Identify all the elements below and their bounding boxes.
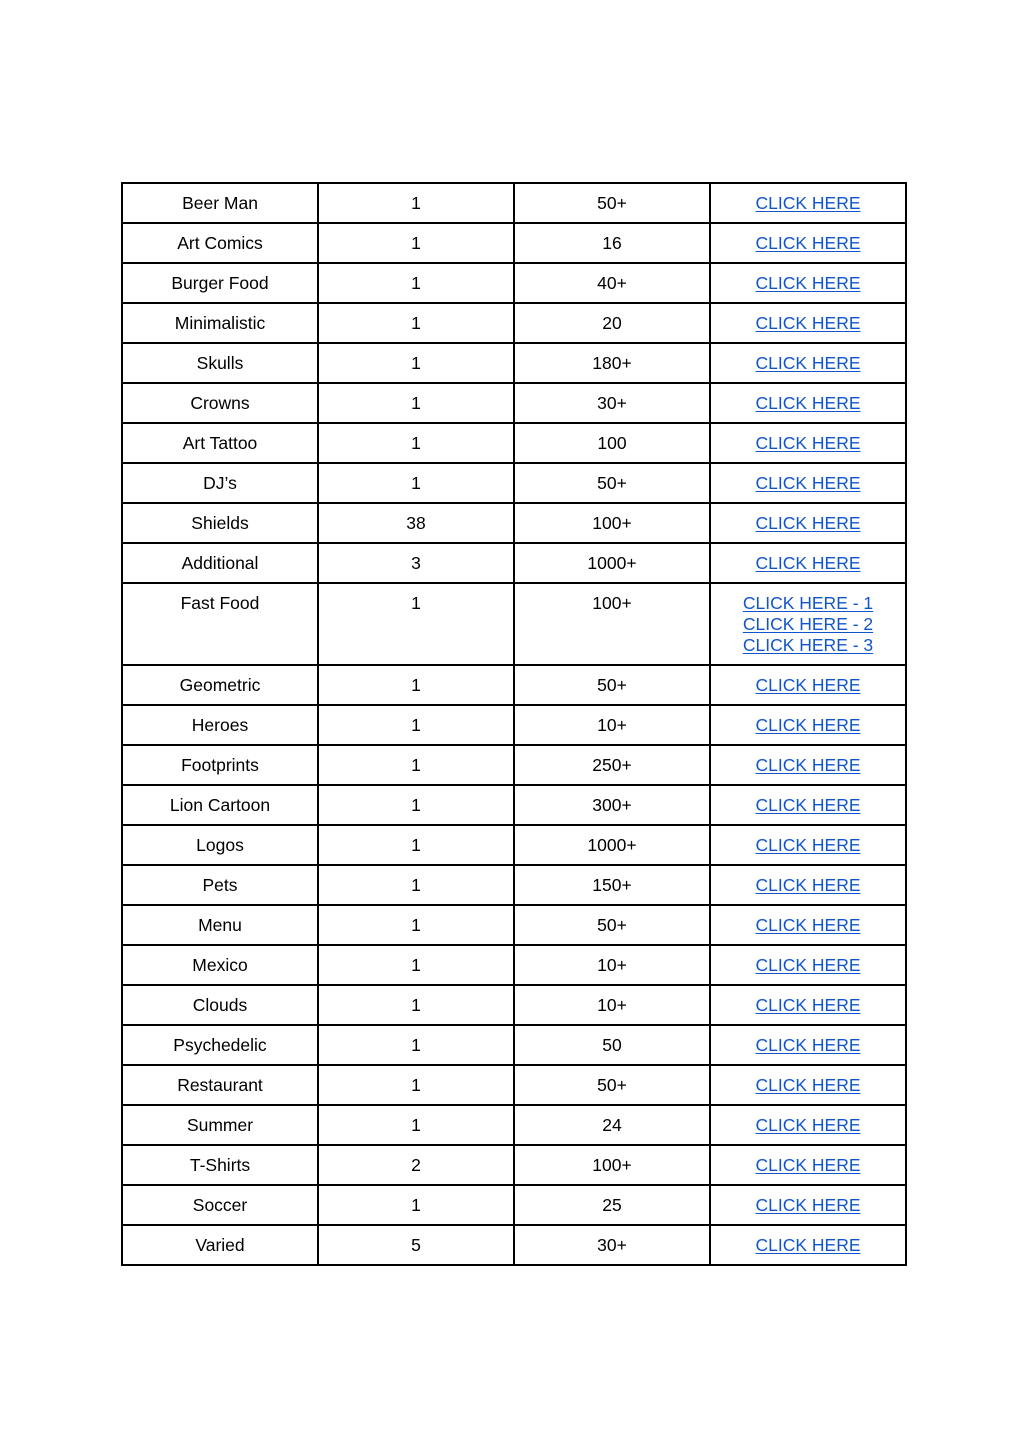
- table-row: [122, 543, 906, 583]
- table-row: [122, 183, 906, 223]
- count-cell: 1: [318, 785, 514, 825]
- table-row: [122, 1105, 906, 1145]
- items-cell: 1000+: [514, 825, 710, 865]
- count-cell: 1: [318, 705, 514, 745]
- items-cell: 100+: [514, 1145, 710, 1185]
- category-name-cell: Crowns: [122, 383, 318, 423]
- link-cell: [710, 1065, 906, 1105]
- count-cell: 1: [318, 1065, 514, 1105]
- link-stack: [711, 393, 905, 414]
- category-name-cell: Logos: [122, 825, 318, 865]
- link-stack: [711, 675, 905, 696]
- link-stack: [711, 553, 905, 574]
- table-row: [122, 745, 906, 785]
- count-cell: 1: [318, 985, 514, 1025]
- click-here-link[interactable]: CLICK HERE: [755, 1235, 861, 1255]
- items-cell: 10+: [514, 945, 710, 985]
- category-name-cell: Soccer: [122, 1185, 318, 1225]
- table-row: [122, 423, 906, 463]
- click-here-link[interactable]: CLICK HERE: [755, 433, 861, 453]
- link-stack: [711, 1155, 905, 1176]
- table-row: [122, 263, 906, 303]
- items-cell: 50+: [514, 1065, 710, 1105]
- link-stack: [711, 915, 905, 936]
- count-cell: 3: [318, 543, 514, 583]
- category-name-cell: Geometric: [122, 665, 318, 705]
- click-here-link[interactable]: CLICK HERE: [755, 755, 861, 775]
- category-name-cell: Psychedelic: [122, 1025, 318, 1065]
- link-stack: [711, 795, 905, 816]
- items-cell: 10+: [514, 705, 710, 745]
- items-cell: 30+: [514, 1225, 710, 1265]
- count-cell: 1: [318, 905, 514, 945]
- count-cell: 1: [318, 745, 514, 785]
- table-row: [122, 665, 906, 705]
- table-row: [122, 785, 906, 825]
- table-row: [122, 583, 906, 665]
- items-cell: 20: [514, 303, 710, 343]
- catalog-table-body: [122, 183, 906, 1265]
- table-row: [122, 383, 906, 423]
- click-here-link[interactable]: CLICK HERE: [755, 273, 861, 293]
- link-cell: [710, 263, 906, 303]
- link-cell: [710, 1105, 906, 1145]
- link-cell: [710, 825, 906, 865]
- link-stack: [711, 995, 905, 1016]
- click-here-link[interactable]: CLICK HERE: [755, 675, 861, 695]
- link-cell: [710, 745, 906, 785]
- click-here-link[interactable]: CLICK HERE: [755, 1155, 861, 1175]
- link-stack: [711, 1075, 905, 1096]
- click-here-link[interactable]: CLICK HERE: [755, 233, 861, 253]
- table-row: [122, 1025, 906, 1065]
- category-name-cell: Clouds: [122, 985, 318, 1025]
- click-here-link[interactable]: CLICK HERE: [755, 353, 861, 373]
- items-cell: 50+: [514, 665, 710, 705]
- count-cell: 1: [318, 865, 514, 905]
- link-cell: [710, 905, 906, 945]
- link-stack: [711, 313, 905, 334]
- click-here-link[interactable]: CLICK HERE: [755, 715, 861, 735]
- click-here-link[interactable]: CLICK HERE: [755, 193, 861, 213]
- items-cell: 50+: [514, 905, 710, 945]
- count-cell: 1: [318, 183, 514, 223]
- category-name-cell: Art Comics: [122, 223, 318, 263]
- count-cell: 1: [318, 383, 514, 423]
- link-stack: [711, 233, 905, 254]
- link-stack: [711, 1035, 905, 1056]
- link-cell: [710, 223, 906, 263]
- category-name-cell: Restaurant: [122, 1065, 318, 1105]
- click-here-link[interactable]: CLICK HERE: [755, 915, 861, 935]
- table-row: [122, 1145, 906, 1185]
- link-stack: [711, 955, 905, 976]
- link-stack: [711, 273, 905, 294]
- items-cell: 10+: [514, 985, 710, 1025]
- click-here-link-1[interactable]: CLICK HERE - 1: [742, 593, 874, 613]
- link-stack: [711, 835, 905, 856]
- table-row: [122, 865, 906, 905]
- table-row: [122, 1065, 906, 1105]
- count-cell: 1: [318, 825, 514, 865]
- link-cell: [710, 1145, 906, 1185]
- link-cell: [710, 303, 906, 343]
- table-row: [122, 985, 906, 1025]
- link-stack: [711, 1195, 905, 1216]
- items-cell: 100+: [514, 583, 710, 665]
- count-cell: 1: [318, 423, 514, 463]
- link-stack: [711, 755, 905, 776]
- items-cell: 100: [514, 423, 710, 463]
- category-name-cell: Skulls: [122, 343, 318, 383]
- count-cell: 1: [318, 1105, 514, 1145]
- click-here-link[interactable]: CLICK HERE: [755, 1035, 861, 1055]
- link-stack: [711, 593, 905, 656]
- category-name-cell: Art Tattoo: [122, 423, 318, 463]
- count-cell: 1: [318, 263, 514, 303]
- link-cell: [710, 1225, 906, 1265]
- items-cell: 50+: [514, 183, 710, 223]
- count-cell: 1: [318, 665, 514, 705]
- count-cell: 2: [318, 1145, 514, 1185]
- click-here-link-2[interactable]: CLICK HERE - 2: [742, 614, 874, 634]
- table-row: [122, 503, 906, 543]
- link-cell: [710, 865, 906, 905]
- category-name-cell: Minimalistic: [122, 303, 318, 343]
- link-cell: [710, 1185, 906, 1225]
- count-cell: 5: [318, 1225, 514, 1265]
- link-cell: [710, 503, 906, 543]
- click-here-link[interactable]: CLICK HERE: [755, 1195, 861, 1215]
- items-cell: 30+: [514, 383, 710, 423]
- table-row: [122, 463, 906, 503]
- click-here-link-3[interactable]: CLICK HERE - 3: [742, 635, 874, 655]
- table-row: [122, 825, 906, 865]
- link-stack: [711, 1115, 905, 1136]
- count-cell: 1: [318, 343, 514, 383]
- category-name-cell: Shields: [122, 503, 318, 543]
- click-here-link[interactable]: CLICK HERE: [755, 795, 861, 815]
- link-stack: [711, 513, 905, 534]
- link-cell: [710, 665, 906, 705]
- count-cell: 1: [318, 1185, 514, 1225]
- table-row: [122, 1185, 906, 1225]
- click-here-link[interactable]: CLICK HERE: [755, 955, 861, 975]
- table-row: [122, 945, 906, 985]
- table-row: [122, 303, 906, 343]
- link-cell: [710, 583, 906, 665]
- link-cell: [710, 543, 906, 583]
- count-cell: 1: [318, 583, 514, 665]
- click-here-link[interactable]: CLICK HERE: [755, 1115, 861, 1135]
- link-stack: [711, 433, 905, 454]
- category-name-cell: Varied: [122, 1225, 318, 1265]
- link-cell: [710, 705, 906, 745]
- count-cell: 1: [318, 945, 514, 985]
- count-cell: 1: [318, 463, 514, 503]
- table-row: [122, 1225, 906, 1265]
- link-stack: [711, 715, 905, 736]
- link-cell: [710, 183, 906, 223]
- catalog-table: [121, 182, 907, 1266]
- items-cell: 16: [514, 223, 710, 263]
- click-here-link[interactable]: CLICK HERE: [755, 313, 861, 333]
- link-cell: [710, 785, 906, 825]
- category-name-cell: Footprints: [122, 745, 318, 785]
- category-name-cell: Lion Cartoon: [122, 785, 318, 825]
- table-row: [122, 343, 906, 383]
- count-cell: 1: [318, 303, 514, 343]
- category-name-cell: DJ’s: [122, 463, 318, 503]
- link-cell: [710, 423, 906, 463]
- items-cell: 180+: [514, 343, 710, 383]
- link-stack: [711, 353, 905, 374]
- items-cell: 50: [514, 1025, 710, 1065]
- table-row: [122, 905, 906, 945]
- category-name-cell: Heroes: [122, 705, 318, 745]
- items-cell: 250+: [514, 745, 710, 785]
- category-name-cell: Beer Man: [122, 183, 318, 223]
- items-cell: 50+: [514, 463, 710, 503]
- items-cell: 100+: [514, 503, 710, 543]
- link-stack: [711, 875, 905, 896]
- count-cell: 1: [318, 223, 514, 263]
- click-here-link[interactable]: CLICK HERE: [755, 835, 861, 855]
- click-here-link[interactable]: CLICK HERE: [755, 1075, 861, 1095]
- items-cell: 1000+: [514, 543, 710, 583]
- link-stack: [711, 193, 905, 214]
- category-name-cell: Menu: [122, 905, 318, 945]
- count-cell: 1: [318, 1025, 514, 1065]
- click-here-link[interactable]: CLICK HERE: [755, 995, 861, 1015]
- table-row: [122, 705, 906, 745]
- items-cell: 24: [514, 1105, 710, 1145]
- click-here-link[interactable]: CLICK HERE: [755, 393, 861, 413]
- category-name-cell: T-Shirts: [122, 1145, 318, 1185]
- table-row: [122, 223, 906, 263]
- items-cell: 300+: [514, 785, 710, 825]
- link-cell: [710, 1025, 906, 1065]
- click-here-link[interactable]: CLICK HERE: [755, 875, 861, 895]
- items-cell: 25: [514, 1185, 710, 1225]
- link-cell: [710, 383, 906, 423]
- category-name-cell: Fast Food: [122, 583, 318, 665]
- items-cell: 150+: [514, 865, 710, 905]
- link-cell: [710, 945, 906, 985]
- category-name-cell: Mexico: [122, 945, 318, 985]
- click-here-link[interactable]: CLICK HERE: [755, 513, 861, 533]
- category-name-cell: Burger Food: [122, 263, 318, 303]
- category-name-cell: Additional: [122, 543, 318, 583]
- category-name-cell: Pets: [122, 865, 318, 905]
- count-cell: 38: [318, 503, 514, 543]
- link-stack: [711, 473, 905, 494]
- items-cell: 40+: [514, 263, 710, 303]
- link-cell: [710, 343, 906, 383]
- link-cell: [710, 985, 906, 1025]
- click-here-link[interactable]: CLICK HERE: [755, 473, 861, 493]
- category-name-cell: Summer: [122, 1105, 318, 1145]
- click-here-link[interactable]: CLICK HERE: [755, 553, 861, 573]
- link-stack: [711, 1235, 905, 1256]
- link-cell: [710, 463, 906, 503]
